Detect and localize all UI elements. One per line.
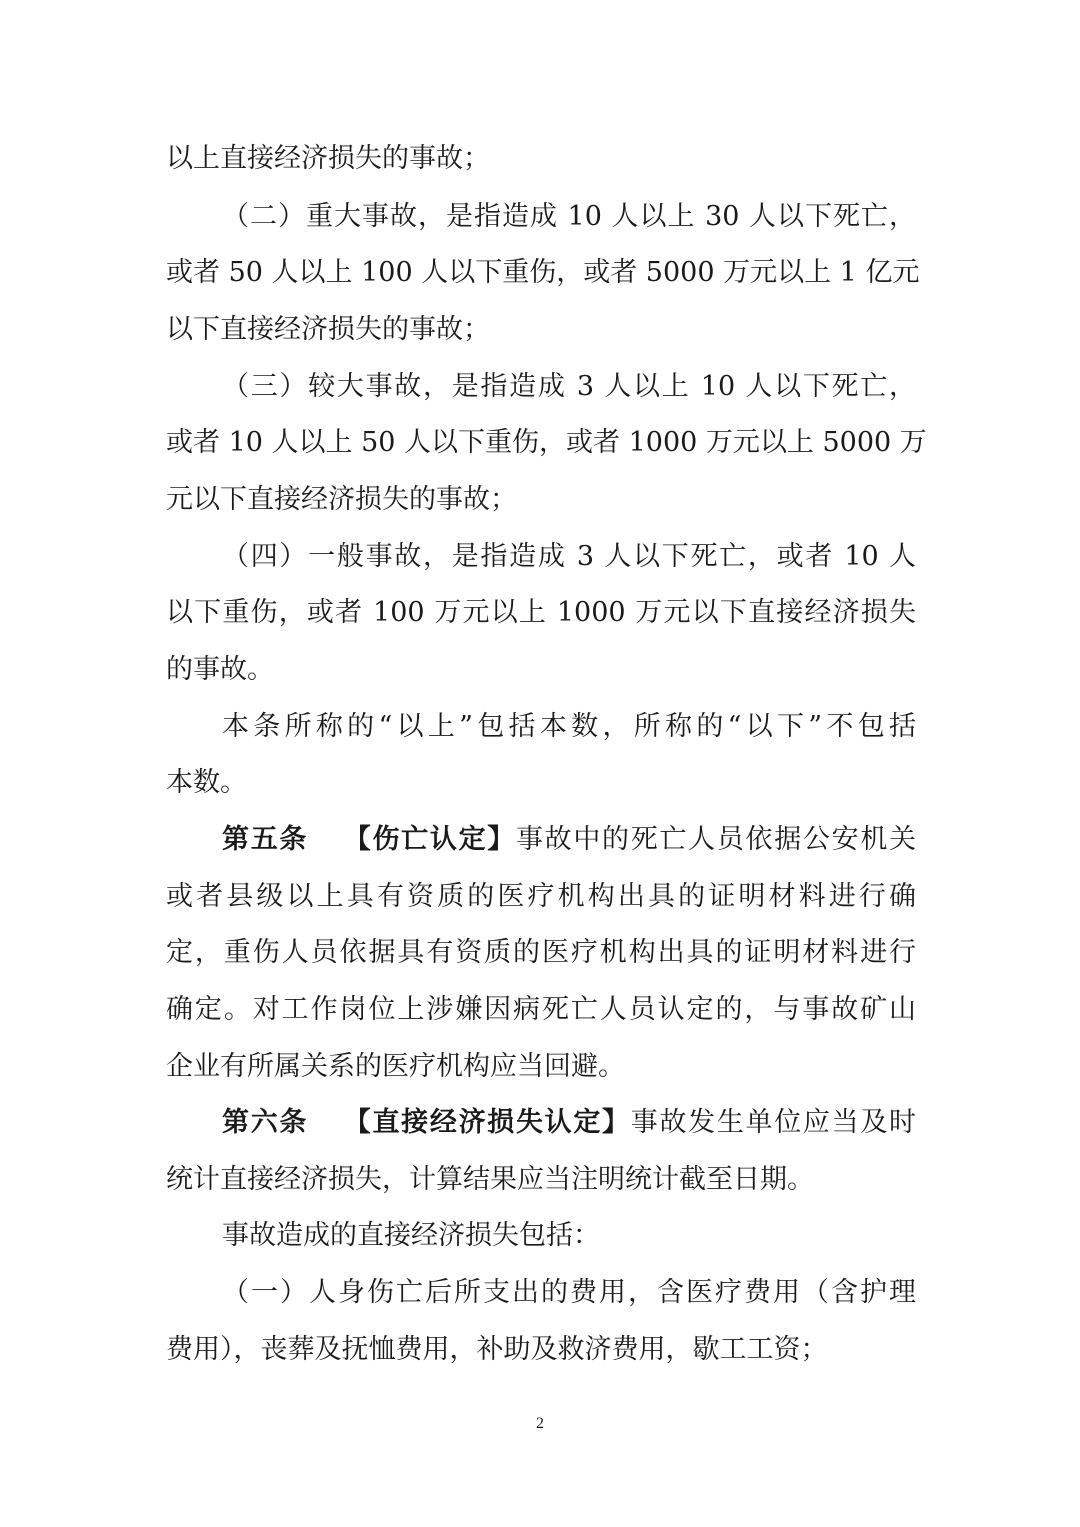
article-5-first-line	[222, 818, 916, 862]
article-number: 第六条	[222, 1107, 309, 1138]
paragraph-line: （二）重大事故，是指造成 10 人以上 30 人以下死亡，	[222, 201, 916, 232]
article-heading: 【直接经济损失认定】	[342, 1107, 631, 1138]
paragraph-line: （四）一般事故，是指造成 3 人以下死亡，或者 10 人	[222, 541, 916, 572]
paragraph-line: 定，重伤人员依据具有资质的医疗机构出具的证明材料进行	[166, 937, 916, 968]
paragraph-line: 或者 50 人以上 100 人以下重伤，或者 5000 万元以上 1 亿元	[166, 257, 920, 288]
page-number: 2	[536, 1415, 544, 1432]
article-6-first-line	[222, 1101, 916, 1145]
paragraph-text: 事故中的死亡人员依据公安机关	[515, 824, 917, 855]
paragraph-line: 或者 10 人以上 50 人以下重伤，或者 1000 万元以上 5000 万	[166, 427, 927, 458]
paragraph-text: 事故发生单位应当及时	[630, 1107, 917, 1138]
article-number: 第五条	[222, 824, 309, 855]
paragraph-line: 的事故。	[166, 654, 274, 685]
paragraph-line: （三）较大事故，是指造成 3 人以上 10 人以下死亡，	[222, 371, 916, 402]
paragraph-line: 以下直接经济损失的事故；	[166, 314, 490, 345]
paragraph-line: 以下重伤，或者 100 万元以上 1000 万元以下直接经济损失	[166, 597, 916, 628]
paragraph-line: 本条所称的“以上”包括本数，所称的“以下”不包括	[222, 711, 916, 742]
paragraph-line: 事故造成的直接经济损失包括：	[222, 1220, 600, 1251]
paragraph-line: 费用），丧葬及抚恤费用，补助及救济费用，歇工工资；	[166, 1334, 828, 1365]
paragraph-line: 或者县级以上具有资质的医疗机构出具的证明材料进行确	[166, 881, 916, 912]
paragraph-line: 元以下直接经济损失的事故；	[166, 484, 517, 515]
paragraph-line: 企业有所属关系的医疗机构应当回避。	[166, 1051, 625, 1082]
paragraph-line: （一）人身伤亡后所支出的费用，含医疗费用（含护理	[222, 1277, 916, 1308]
paragraph-line: 本数。	[166, 767, 247, 798]
paragraph-line: 统计直接经济损失，计算结果应当注明统计截至日期。	[166, 1164, 814, 1195]
paragraph-line: 以上直接经济损失的事故；	[166, 143, 490, 174]
paragraph-line: 确定。对工作岗位上涉嫌因病死亡人员认定的，与事故矿山	[166, 994, 916, 1025]
article-heading: 【伤亡认定】	[342, 824, 516, 855]
